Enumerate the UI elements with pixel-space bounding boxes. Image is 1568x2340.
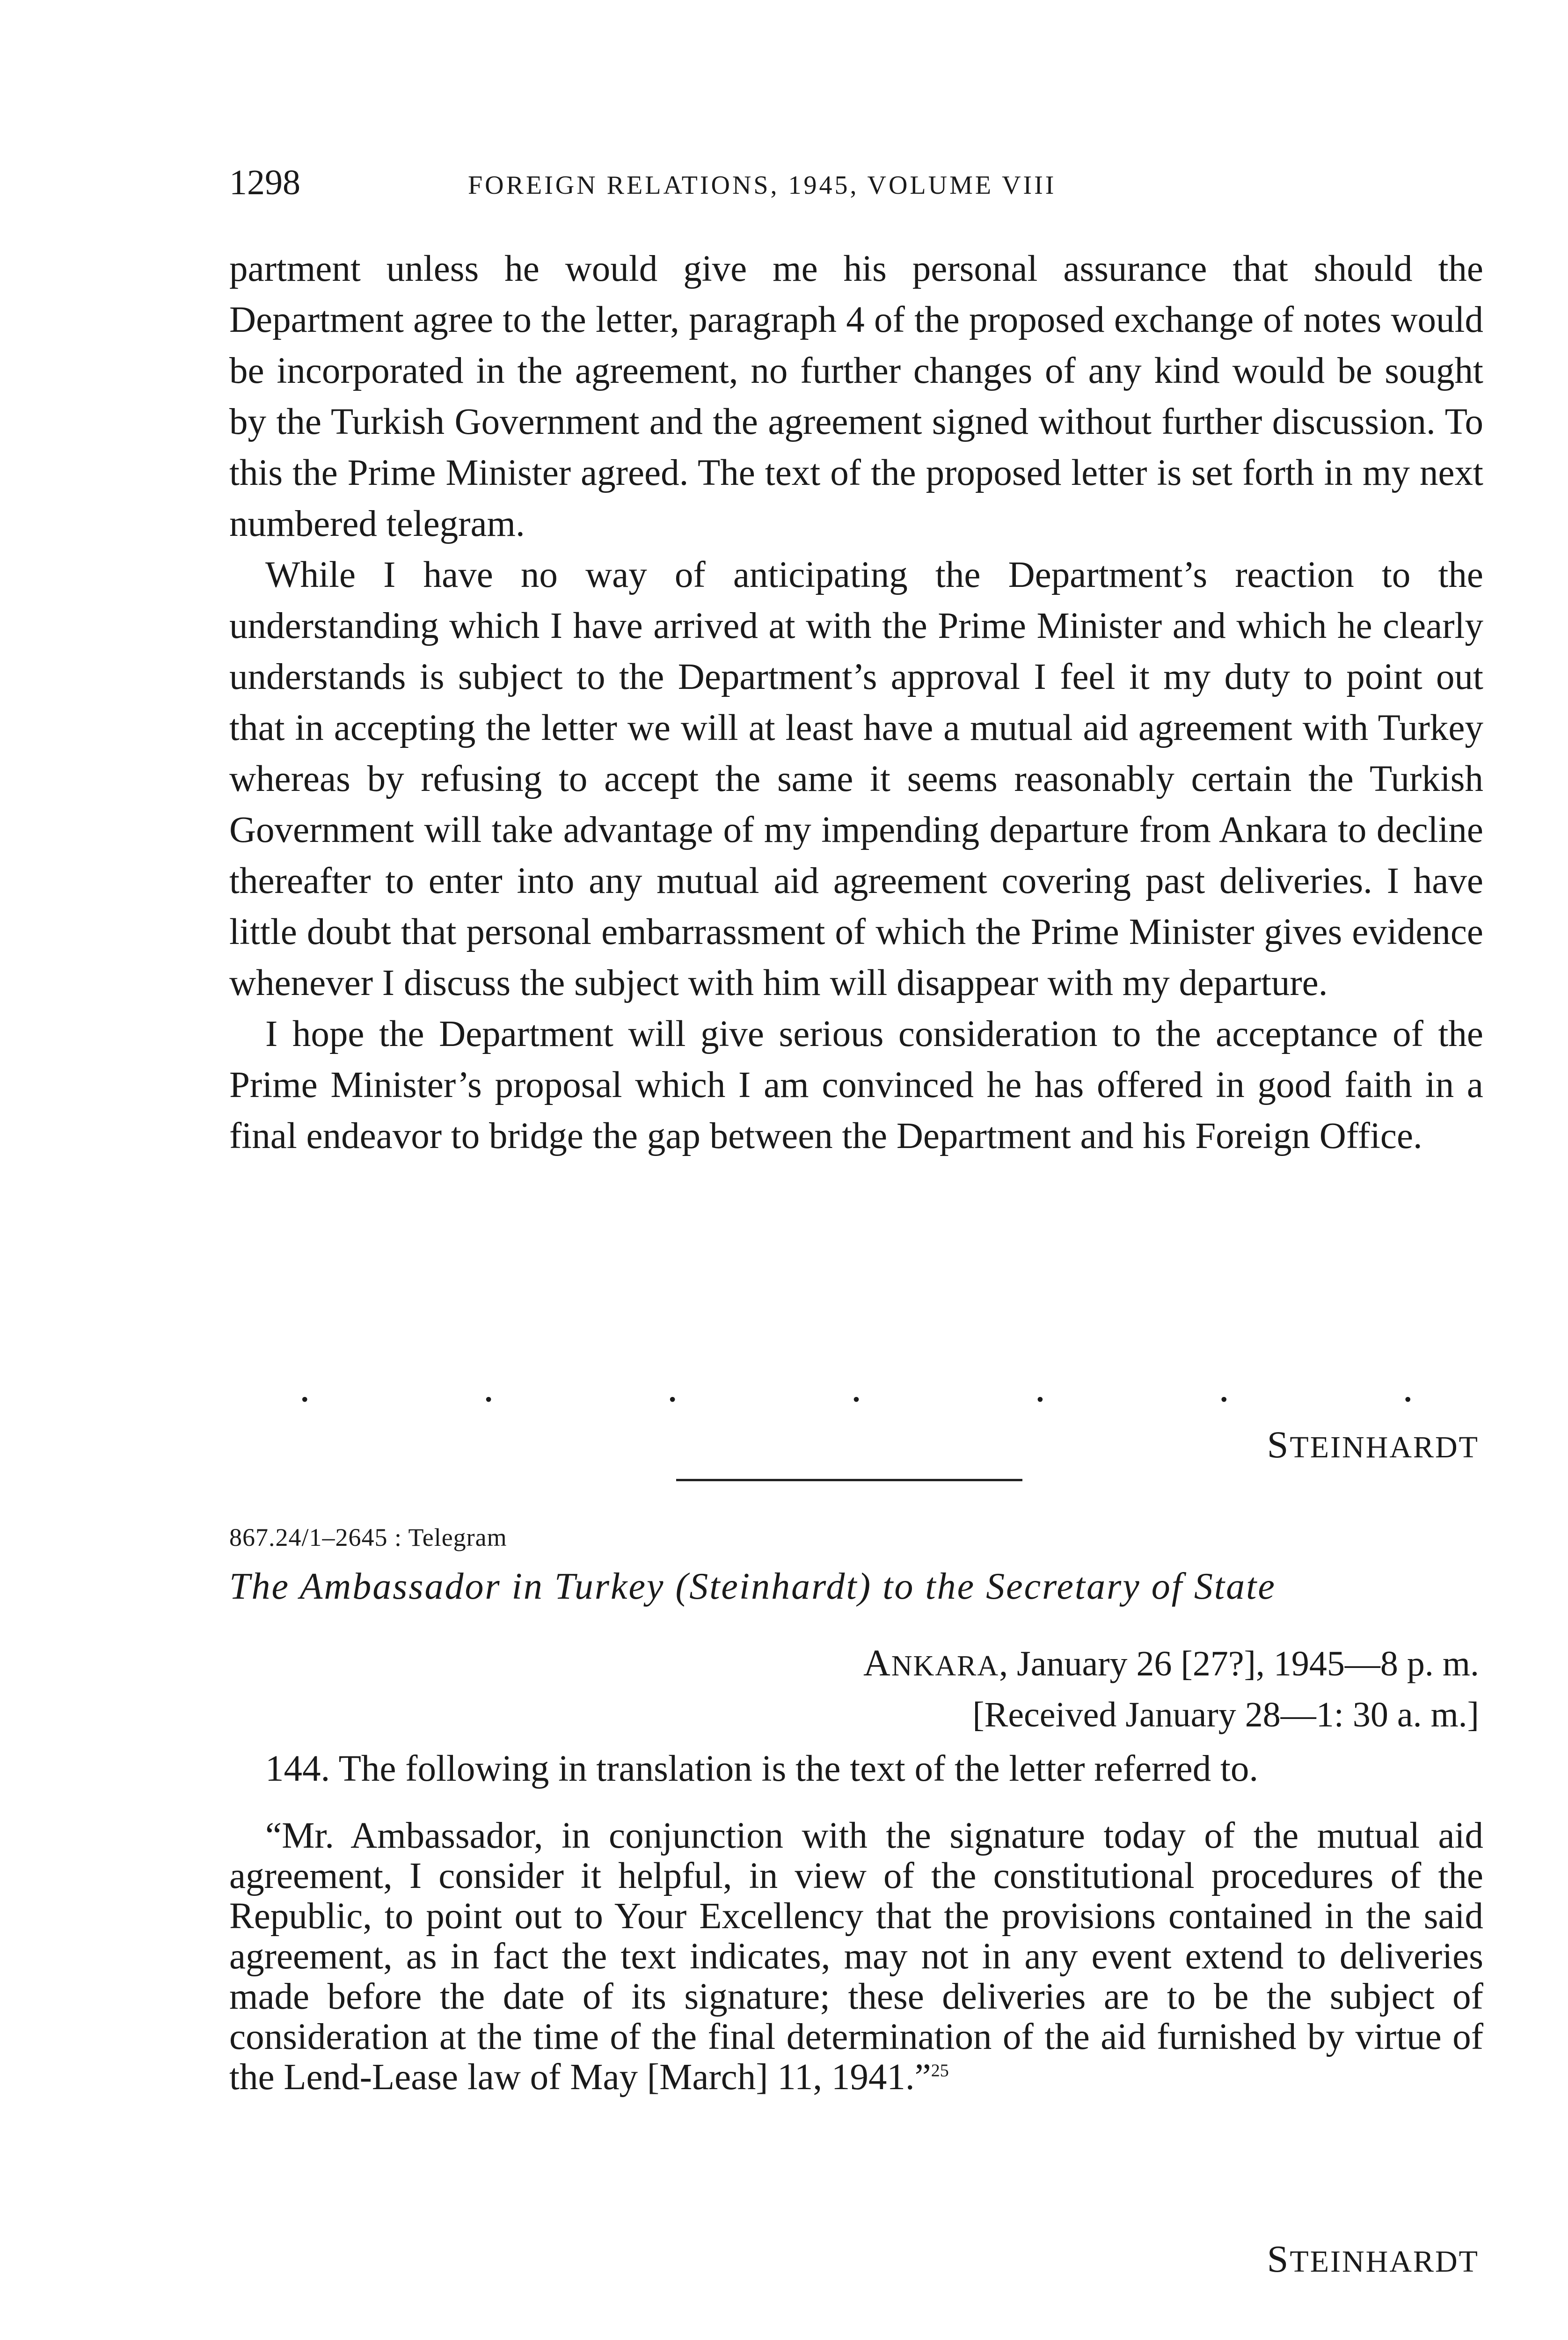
signature-steinhardt-2: STEINHARDT xyxy=(1267,2238,1479,2280)
signature-steinhardt-1: STEINHARDT xyxy=(1267,1423,1479,1466)
paragraph-continuation: partment unless he would give me his personal assurance that should the Department agree to the letter, paragraph 4 of the proposed exchange of notes would be incorporated in the agreement, no further changes of any kind would be sought by the Turkish Government and the agreement signed without further discussion. To this the Prime Minister agreed. The text of the proposed letter is set forth in my next numbered telegram. xyxy=(229,249,1483,544)
paragraph-understanding: While I have no way of anticipating the Department’s reaction to the understanding which I have arrived at with the Prime Minister and which he clearly understands is subject to the Department’s approval I feel it my duty to point out that in accepting the letter we will at least have a mutual aid agreement with Turkey whereas by refusing to accept the same it seems reasonably certain the Turkish Government will take advantage of my impending departure from Ankara to decline thereafter to enter into any mutual aid agreement covering past deliveries. I have little doubt that personal embarrassment of which the Prime Minister gives evidence whenever I discuss the subject with him will disappear with my departure. xyxy=(229,555,1483,1003)
dot: . xyxy=(1035,1364,1046,1411)
received-line: [Received January 28—1: 30 a. m.] xyxy=(972,1695,1479,1734)
dot: . xyxy=(1218,1364,1230,1411)
file-reference: 867.24/1–2645 : Telegram xyxy=(229,1523,507,1551)
running-title: FOREIGN RELATIONS, 1945, VOLUME VIII xyxy=(468,171,1057,200)
omission-dots xyxy=(299,1364,1413,1411)
dot: . xyxy=(667,1364,678,1411)
footnote-reference: 25 xyxy=(931,2061,949,2081)
dateline-date: , January 26 [27?], 1945—8 p. m. xyxy=(999,1644,1479,1683)
section-divider xyxy=(676,1479,1022,1481)
document-title: The Ambassador in Turkey (Steinhardt) to the Secretary of State xyxy=(229,1566,1276,1607)
running-header xyxy=(229,159,1483,206)
dateline xyxy=(543,1638,1479,1691)
paragraph-hope: I hope the Department will give serious consideration to the acceptance of the Prime Minister’s proposal which I am convinced he has offered in good faith in a final endeavor to bridge the gap between the Department and his Foreign Office. xyxy=(229,1014,1483,1156)
dateline-place: ANKARA xyxy=(863,1643,999,1684)
quoted-letter: “Mr. Ambassador, in conjunction with the signature today of the mutual aid agreement, I consider it helpful, in view of the constitutional procedures of the Republic, to point out to Your Excellency that the provisions contained in the said agreement, as in fact the text indicates, may not in any event extend to deliveries made before the date of its signature; these deliveries are to be the subject of consideration at the time of the final determination of the aid furnished by virtue of the Lend-Lease law of May [March] 11, 1941.”$^{25}$ xyxy=(229,1815,1483,2098)
quoted-letter-block xyxy=(229,1816,1483,2098)
telegram-number-line-block xyxy=(229,1743,1483,1794)
page-number: 1298 xyxy=(229,163,300,202)
continued-telegram-body xyxy=(229,243,1483,1162)
dot: . xyxy=(483,1364,494,1411)
dot: . xyxy=(299,1364,310,1411)
dot: . xyxy=(1402,1364,1413,1411)
telegram-number-line: 144. The following in translation is the text of the letter referred to. xyxy=(265,1748,1259,1789)
dot: . xyxy=(851,1364,862,1411)
